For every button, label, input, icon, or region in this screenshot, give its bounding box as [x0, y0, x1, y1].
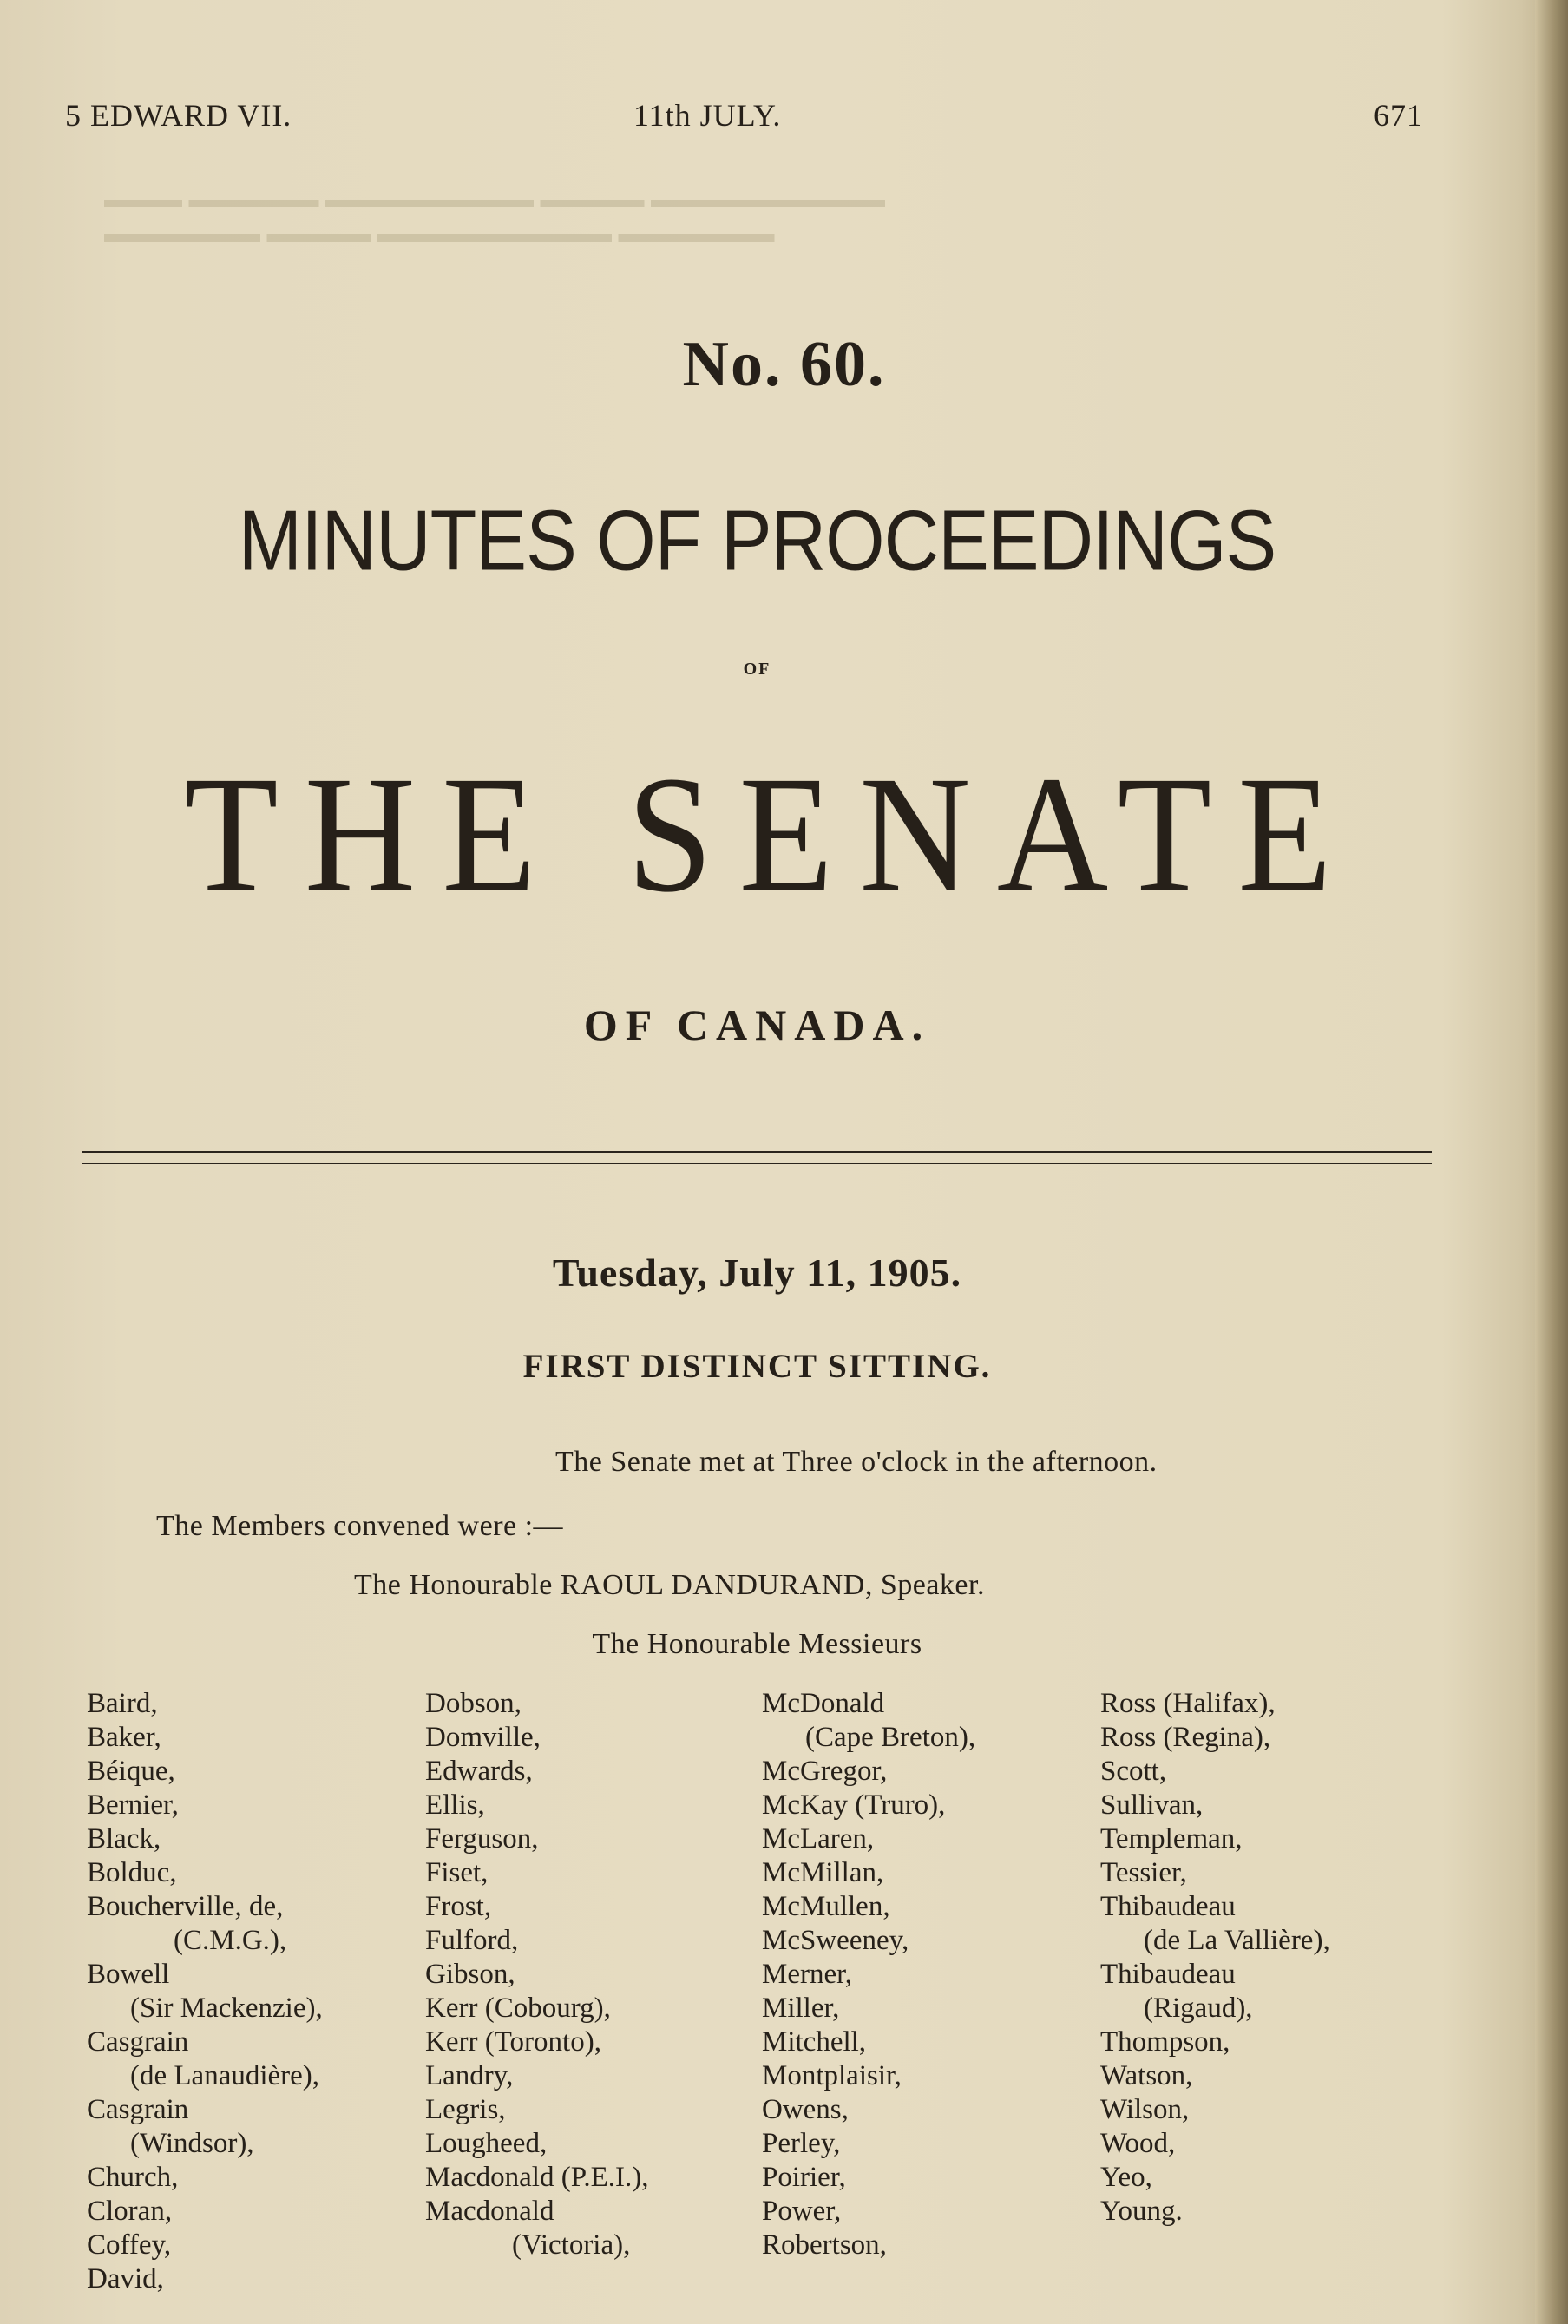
member-name: Yeo,: [1100, 2162, 1152, 2193]
member-name: Lougheed,: [425, 2128, 548, 2159]
member-name-continuation: (Cape Breton),: [805, 1722, 976, 1753]
member-name: Legris,: [425, 2094, 506, 2125]
member-name: Watson,: [1100, 2060, 1193, 2091]
member-name: Macdonald (P.E.I.),: [425, 2162, 649, 2193]
member-name: Church,: [87, 2162, 179, 2193]
member-name: Landry,: [425, 2060, 514, 2091]
member-name: Poirier,: [762, 2162, 846, 2193]
member-name: McDonald: [762, 1688, 885, 1719]
member-name: Kerr (Cobourg),: [425, 1992, 611, 2024]
member-name: Cloran,: [87, 2196, 173, 2227]
member-name: Power,: [762, 2196, 842, 2227]
member-name: McMillan,: [762, 1857, 884, 1888]
member-name: McGregor,: [762, 1756, 888, 1787]
member-name: Scott,: [1100, 1756, 1167, 1787]
member-name: Miller,: [762, 1992, 840, 2024]
page-number: 671: [1374, 98, 1423, 133]
member-name: Owens,: [762, 2094, 849, 2125]
member-name: Sullivan,: [1100, 1789, 1204, 1821]
member-name: Baker,: [87, 1722, 161, 1753]
member-name-continuation: (Windsor),: [130, 2128, 254, 2159]
double-rule-top: [82, 1151, 1432, 1153]
member-name: David,: [87, 2263, 164, 2294]
member-name: Thompson,: [1100, 2026, 1230, 2058]
double-rule-bottom: [82, 1163, 1432, 1164]
member-name-continuation: (de Lanaudière),: [130, 2060, 320, 2091]
member-name: Casgrain: [87, 2094, 189, 2125]
title-minutes: MINUTES OF PROCEEDINGS: [238, 492, 1276, 588]
members-list: [87, 1687, 1440, 2312]
member-name: Bowell: [87, 1959, 170, 1990]
member-name: Fiset,: [425, 1857, 489, 1888]
member-name: Ross (Halifax),: [1100, 1688, 1276, 1719]
member-name: Thibaudeau: [1100, 1891, 1236, 1922]
member-name: Casgrain: [87, 2026, 189, 2058]
members-column-1: [87, 1687, 323, 2296]
member-name: McMullen,: [762, 1891, 890, 1922]
member-name: Baird,: [87, 1688, 158, 1719]
member-name: Wilson,: [1100, 2094, 1190, 2125]
sitting-title: FIRST DISTINCT SITTING.: [522, 1348, 992, 1385]
member-name: Templeman,: [1100, 1823, 1243, 1855]
members-convened-label: The Members convened were :—: [156, 1510, 564, 1542]
header-date: 11th JULY.: [633, 98, 782, 133]
member-name: Béique,: [87, 1756, 175, 1787]
member-name: Frost,: [425, 1891, 492, 1922]
member-name: Young.: [1100, 2196, 1183, 2227]
member-name-continuation: (Victoria),: [512, 2229, 631, 2261]
bleed-through-texture: ▬▬▬ ▬▬▬▬▬ ▬▬▬▬▬▬▬▬ ▬▬▬▬ ▬▬▬▬▬▬▬▬▬ ▬▬▬▬▬▬ ▬▬▬▬ ▬▬▬▬▬▬▬▬▬ ▬▬▬▬▬▬: [104, 185, 885, 248]
member-name: Edwards,: [425, 1756, 533, 1787]
member-name-continuation: (Sir Mackenzie),: [130, 1992, 323, 2024]
member-name: Merner,: [762, 1959, 853, 1990]
member-name: Tessier,: [1100, 1857, 1187, 1888]
member-name: McKay (Truro),: [762, 1789, 946, 1821]
title-senate: THE SENATE: [183, 741, 1359, 927]
member-name-continuation: (de La Vallière),: [1144, 1925, 1330, 1956]
member-name: Bernier,: [87, 1789, 179, 1821]
member-name-continuation: (C.M.G.),: [174, 1925, 287, 1956]
member-name: Fulford,: [425, 1925, 519, 1956]
issue-number: No. 60.: [682, 329, 886, 400]
members-column-4: [1100, 1687, 1330, 2229]
members-column-2: [425, 1687, 649, 2262]
sitting-date: Tuesday, July 11, 1905.: [552, 1251, 962, 1295]
member-name: Bolduc,: [87, 1857, 177, 1888]
member-name: Ellis,: [425, 1789, 485, 1821]
title-of: OF: [743, 660, 771, 679]
member-name: Kerr (Toronto),: [425, 2026, 601, 2058]
member-name-continuation: (Rigaud),: [1144, 1992, 1253, 2024]
member-name: Gibson,: [425, 1959, 515, 1990]
member-name: Mitchell,: [762, 2026, 867, 2058]
member-name: Montplaisir,: [762, 2060, 902, 2091]
member-name: Perley,: [762, 2128, 841, 2159]
member-name: McLaren,: [762, 1823, 875, 1855]
member-name: Ross (Regina),: [1100, 1722, 1271, 1753]
member-name: Coffey,: [87, 2229, 172, 2261]
member-name: Domville,: [425, 1722, 541, 1753]
title-canada: OF CANADA.: [583, 1001, 931, 1049]
member-name: Robertson,: [762, 2229, 887, 2261]
member-name: Macdonald: [425, 2196, 554, 2227]
member-name: Thibaudeau: [1100, 1959, 1236, 1990]
meeting-time: The Senate met at Three o'clock in the afternoon.: [555, 1446, 1158, 1478]
members-column-3: [762, 1687, 975, 2262]
member-name: Dobson,: [425, 1688, 522, 1719]
messieurs-label: The Honourable Messieurs: [592, 1628, 922, 1660]
member-name: Wood,: [1100, 2128, 1176, 2159]
member-name: McSweeney,: [762, 1925, 909, 1956]
regnal-year: 5 EDWARD VII.: [65, 98, 292, 133]
member-name: Ferguson,: [425, 1823, 539, 1855]
member-name: Black,: [87, 1823, 161, 1855]
running-header: [65, 97, 1423, 141]
member-name: Boucherville, de,: [87, 1891, 284, 1922]
speaker-line: The Honourable RAOUL DANDURAND, Speaker.: [354, 1569, 985, 1601]
